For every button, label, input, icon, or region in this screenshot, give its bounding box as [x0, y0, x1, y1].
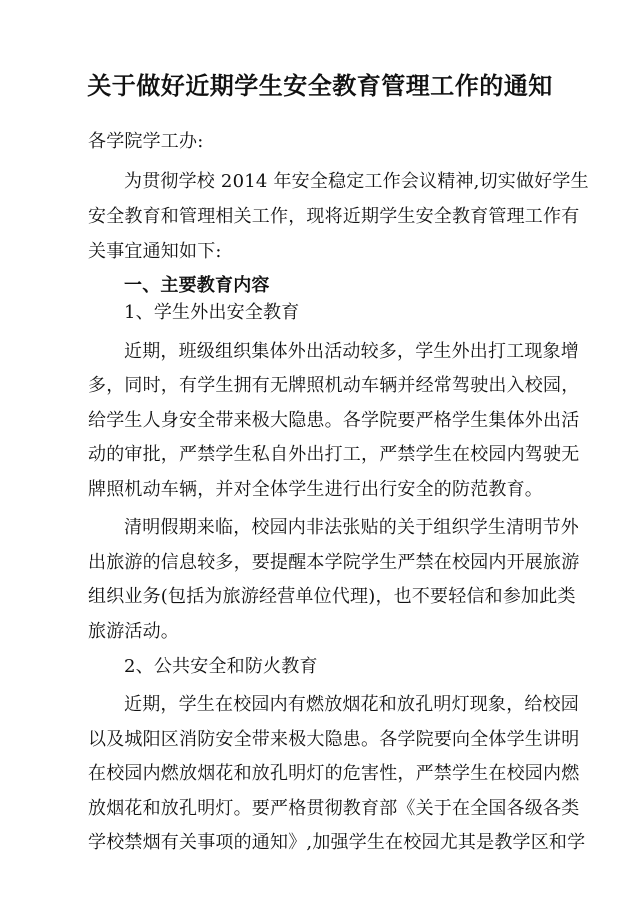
sub1-para2-line-4: 旅游活动。 — [88, 621, 179, 642]
sub1-para2-line-3: 组织业务(包括为旅游经营单位代理)，也不要轻信和参加此类 — [88, 586, 576, 607]
sub2-para1-line-5: 学校禁烟有关事项的通知》,加强学生在校园尤其是教学区和学 — [88, 832, 586, 853]
sub1-para1-line-1: 近期，班级组织集体外出活动较多，学生外出打工现象增 — [124, 341, 579, 362]
sub1-para1-line-2: 多，同时，有学生拥有无牌照机动车辆并经常驾驶出入校园， — [88, 375, 580, 396]
sub2-heading: 2、公共安全和防火教育 — [124, 656, 318, 677]
sub1-para1-line-4: 动的审批，严禁学生私自外出打工，严禁学生在校园内驾驶无 — [88, 444, 580, 465]
greeting-line: 各学院学工办: — [88, 131, 204, 152]
sub2-para1-line-2: 以及城阳区消防安全带来极大隐患。各学院要向全体学生讲明 — [88, 729, 580, 750]
document-title: 关于做好近期学生安全教育管理工作的通知 — [87, 72, 553, 100]
intro-line-2: 安全教育和管理相关工作，现将近期学生安全教育管理工作有 — [88, 206, 580, 227]
sub1-para1-line-5: 牌照机动车辆，并对全体学生进行出行安全的防范教育。 — [88, 479, 543, 500]
sub1-para1-line-3: 给学生人身安全带来极大隐患。各学院要严格学生集体外出活 — [88, 410, 580, 431]
sub1-heading: 1、学生外出安全教育 — [124, 302, 300, 323]
intro-line-1: 为贯彻学校 2014 年安全稳定工作会议精神,切实做好学生 — [124, 171, 589, 192]
sub1-para2-line-1: 清明假期来临，校园内非法张贴的关于组织学生清明节外 — [124, 517, 579, 538]
sub2-para1-line-1: 近期，学生在校园内有燃放烟花和放孔明灯现象，给校园 — [124, 694, 579, 715]
intro-line-3: 关事宜通知如下: — [88, 241, 222, 262]
section-heading: 一、主要教育内容 — [124, 275, 270, 296]
sub2-para1-line-3: 在校园内燃放烟花和放孔明灯的危害性，严禁学生在校园内燃 — [88, 763, 580, 784]
sub2-para1-line-4: 放烟花和放孔明灯。要严格贯彻教育部《关于在全国各级各类 — [88, 798, 580, 819]
sub1-para2-line-2: 出旅游的信息较多，要提醒本学院学生严禁在校园内开展旅游 — [88, 552, 580, 573]
